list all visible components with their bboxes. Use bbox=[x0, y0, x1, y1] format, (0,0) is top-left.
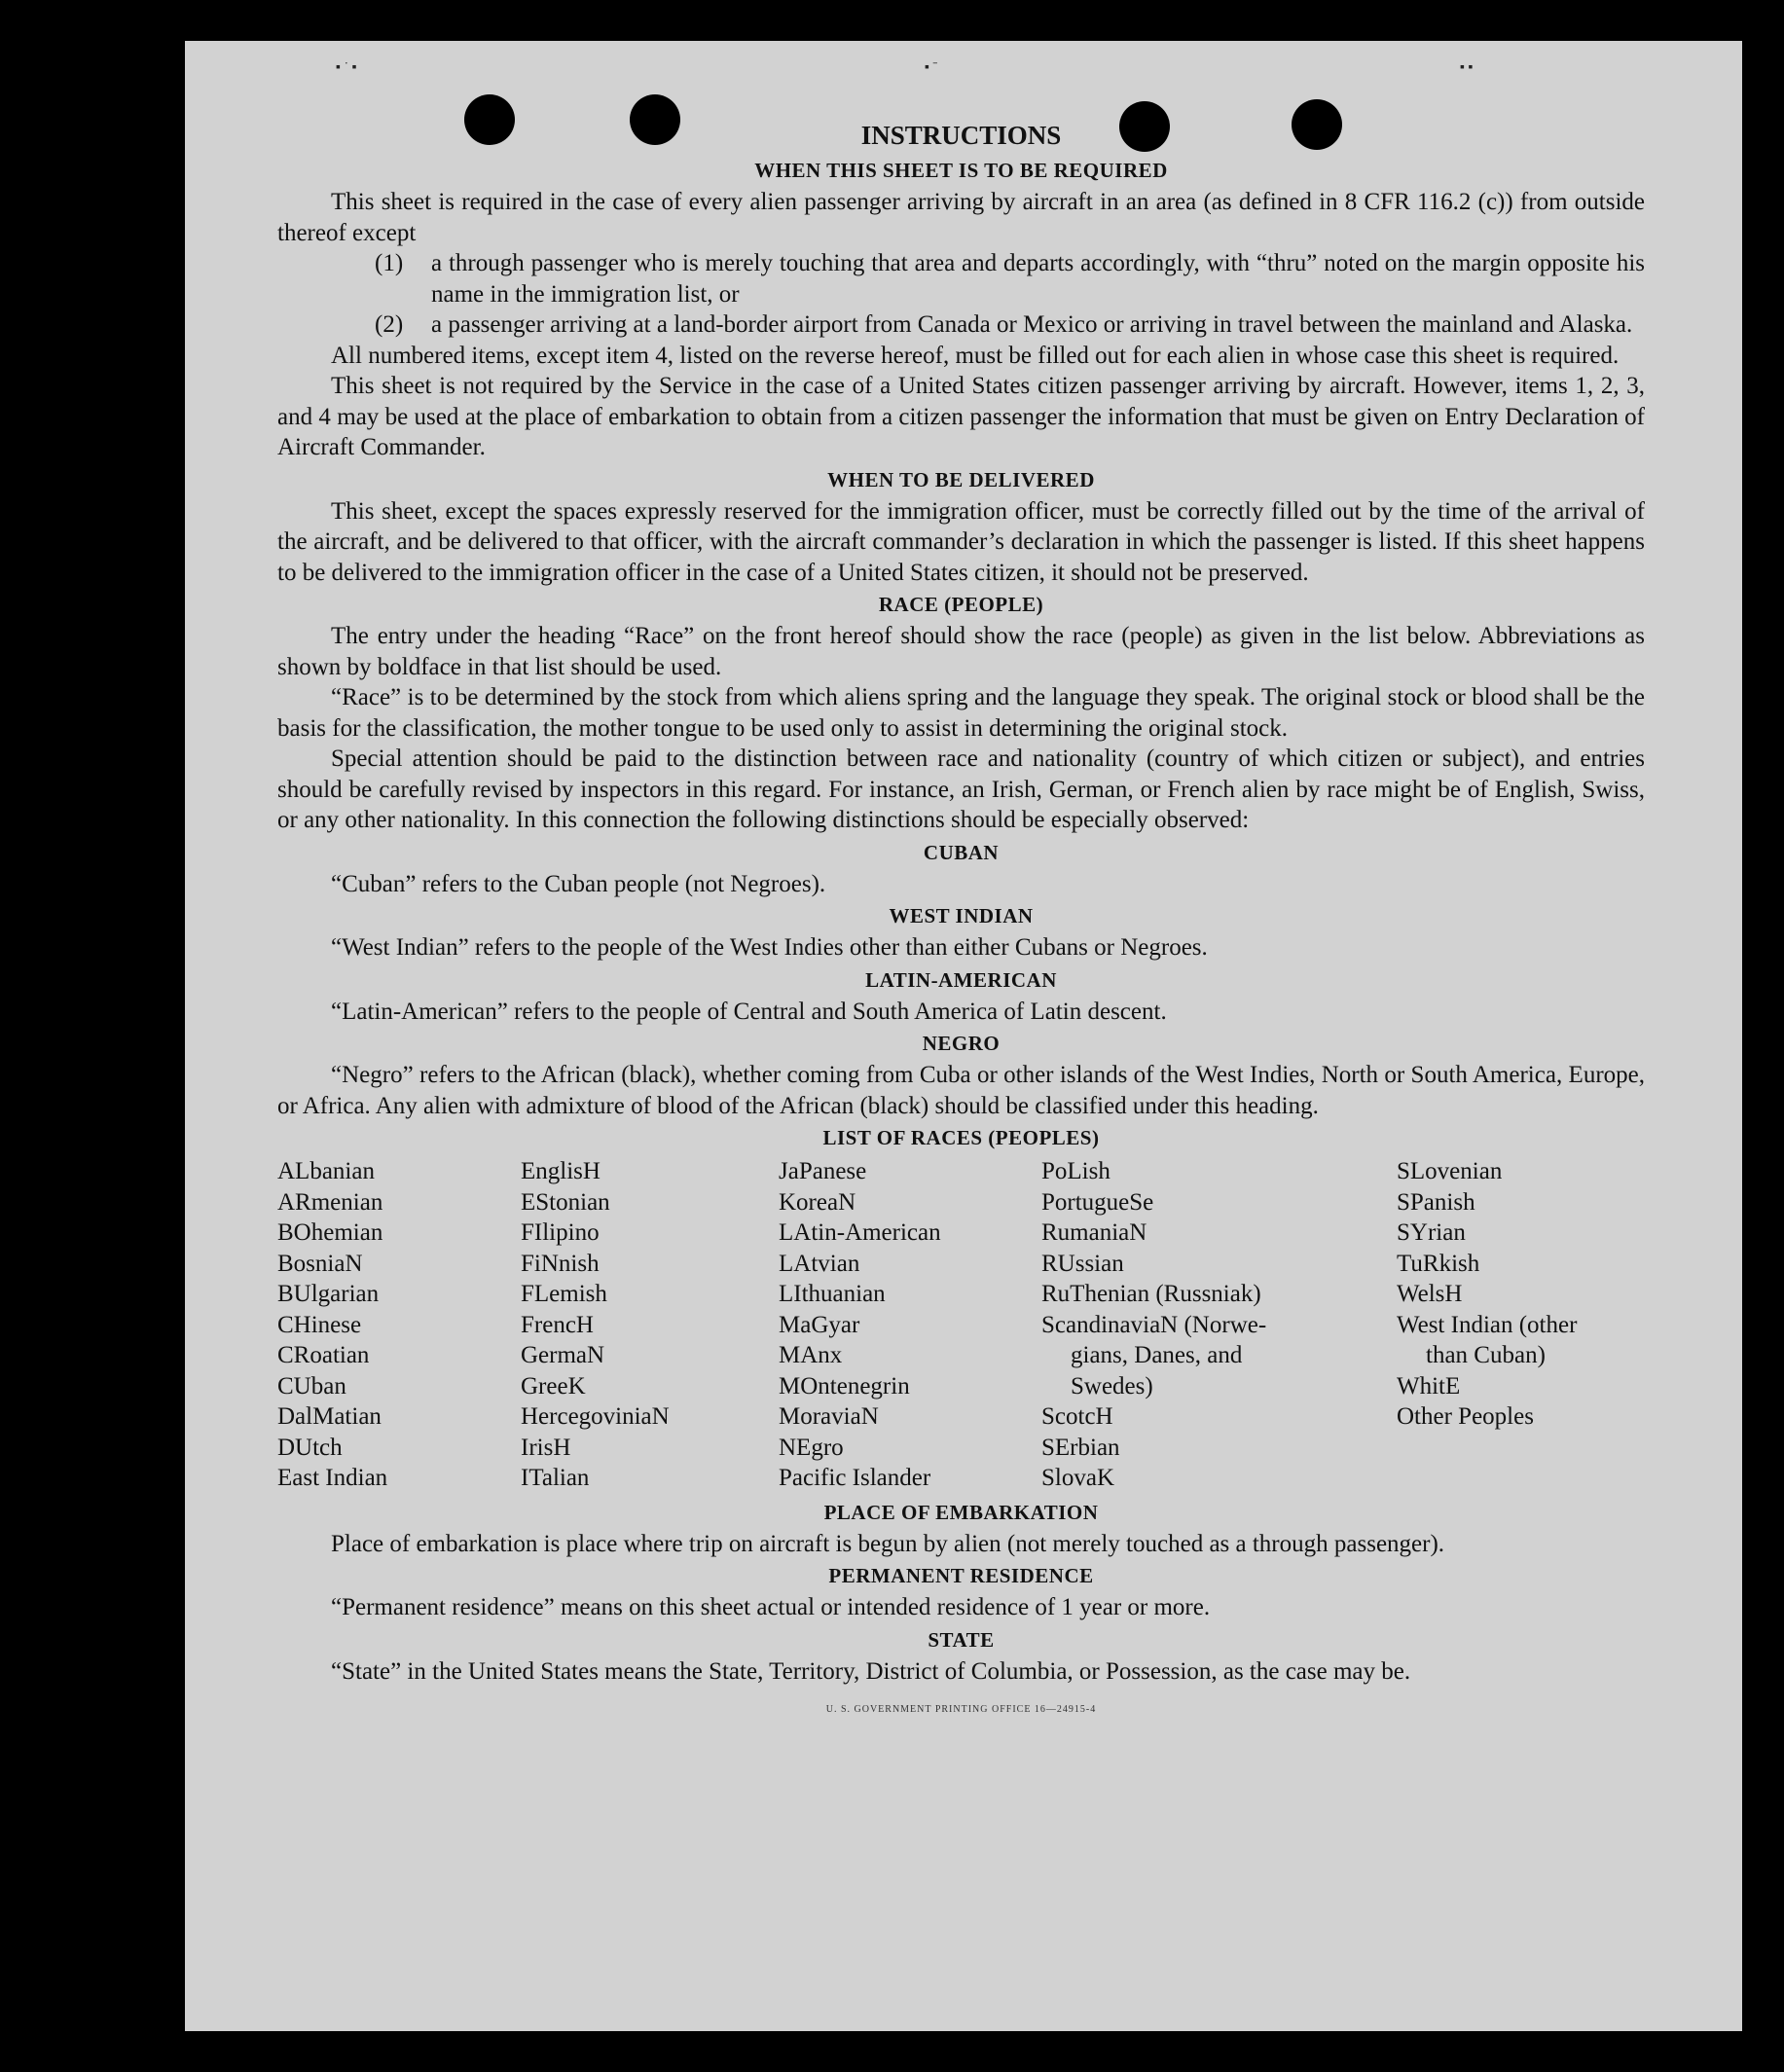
paragraph: “State” in the United States means the State, Territory, District of Columbia, or Possession, as the case may be. bbox=[331, 1657, 1411, 1685]
race-entry-continued: than Cuban) bbox=[1426, 1342, 1546, 1368]
race-entry: FIlipino bbox=[521, 1219, 600, 1246]
race-entry: DalMatian bbox=[277, 1403, 382, 1430]
section-heading: STATE bbox=[928, 1627, 995, 1652]
race-entry: BOhemian bbox=[277, 1219, 383, 1246]
race-entry: ScotcH bbox=[1041, 1403, 1113, 1430]
section-heading: WHEN TO BE DELIVERED bbox=[827, 467, 1095, 491]
section-heading: WHEN THIS SHEET IS TO BE REQUIRED bbox=[754, 159, 1168, 182]
race-entry: WhitE bbox=[1397, 1372, 1461, 1400]
race-entry: BosniaN bbox=[277, 1250, 363, 1277]
paragraph: “West Indian” refers to the people of the West Indies other than either Cubans or Negroes. bbox=[331, 934, 1208, 961]
race-entry: RuThenian (Russniak) bbox=[1041, 1281, 1261, 1307]
race-entry: LAtin-American bbox=[779, 1219, 941, 1246]
list-text: a through passenger who is merely touching that area and departs accordingly, with “thru” noted on the margin opposite his name in the immigration list, or bbox=[431, 250, 1645, 308]
race-entry: SErbian bbox=[1041, 1434, 1120, 1461]
race-entry: SLovenian bbox=[1397, 1158, 1503, 1184]
race-entry: ARmenian bbox=[277, 1188, 383, 1216]
section-heading: NEGRO bbox=[922, 1032, 1001, 1055]
race-entry: SYrian bbox=[1397, 1219, 1466, 1246]
race-entry: East Indian bbox=[277, 1465, 388, 1491]
paragraph: “Permanent residence” means on this sheet actual or intended residence of 1 year or more. bbox=[331, 1594, 1211, 1620]
races-column bbox=[1041, 1156, 1397, 1494]
race-entry: RumaniaN bbox=[1041, 1219, 1147, 1246]
race-entry: SPanish bbox=[1397, 1188, 1475, 1216]
races-column bbox=[779, 1156, 1041, 1494]
race-entry: RUssian bbox=[1041, 1250, 1124, 1277]
race-entry: SlovaK bbox=[1041, 1465, 1114, 1491]
race-entry: ALbanian bbox=[277, 1158, 375, 1184]
race-entry: FLemish bbox=[521, 1281, 607, 1307]
races-column bbox=[1397, 1156, 1645, 1494]
race-entry: PortugueSe bbox=[1041, 1188, 1154, 1216]
races-column bbox=[277, 1156, 521, 1494]
race-entry: GermaN bbox=[521, 1342, 605, 1368]
race-entry: Pacific Islander bbox=[779, 1465, 931, 1491]
list-number: (2) bbox=[375, 311, 404, 338]
races-column bbox=[521, 1156, 779, 1494]
race-entry: MaGyar bbox=[779, 1311, 860, 1338]
race-entry: EStonian bbox=[521, 1188, 610, 1216]
race-entry: DUtch bbox=[277, 1434, 343, 1461]
instruction-sheet bbox=[185, 41, 1742, 2031]
race-entry: CUban bbox=[277, 1372, 346, 1400]
race-entry: WelsH bbox=[1397, 1281, 1463, 1307]
race-entry: MAnx bbox=[779, 1342, 843, 1368]
paragraph: “Race” is to be determined by the stock from which aliens spring and the language they speak. The original stock or blood shall be the basis for the classification, the mother tongue to be used only to assist in determining the original stock. bbox=[277, 684, 1645, 742]
race-entry: LIthuanian bbox=[779, 1281, 886, 1307]
section-heading: LATIN-AMERICAN bbox=[865, 967, 1057, 992]
paragraph: This sheet, except the spaces expressly reserved for the immigration officer, must be correctly filled out by the time of the arrival of the aircraft, and be delivered to that officer, with the aircraft commander’s declaration in which the passenger is listed. If this sheet happens to be delivered to the immigration officer in the case of a United States citizen, it should not be preserved. bbox=[277, 497, 1645, 586]
paper-specks: ▪ ˉ bbox=[925, 60, 938, 75]
list-item bbox=[277, 309, 1645, 341]
paper-specks: ▪ ▪ bbox=[1460, 60, 1474, 75]
race-entry: HercegoviniaN bbox=[521, 1403, 670, 1430]
paragraph: This sheet is not required by the Service in the case of a United States citizen passenger arriving by aircraft. However, items 1, 2, 3, and 4 may be used at the place of embarkation to obtain from a citizen passenger the information that must be given on Entry Declaration of Aircraft Commander. bbox=[277, 373, 1645, 460]
race-entry: MOntenegrin bbox=[779, 1372, 910, 1400]
race-entry-continued: gians, Danes, and bbox=[1071, 1342, 1243, 1368]
paragraph: “Cuban” refers to the Cuban people (not Negroes). bbox=[331, 870, 826, 897]
section-heading: RACE (PEOPLE) bbox=[878, 593, 1044, 616]
races-list bbox=[277, 1156, 1645, 1494]
race-entry: West Indian (other bbox=[1397, 1311, 1578, 1338]
race-entry: CHinese bbox=[277, 1311, 362, 1338]
section-heading: PERMANENT RESIDENCE bbox=[828, 1564, 1094, 1587]
race-entry-continued: Swedes) bbox=[1071, 1372, 1153, 1400]
race-entry: CRoatian bbox=[277, 1342, 370, 1368]
printer-imprint: U. S. GOVERNMENT PRINTING OFFICE 16—24915-4 bbox=[825, 1704, 1097, 1715]
race-entry: KoreaN bbox=[779, 1188, 856, 1216]
list-number: (1) bbox=[375, 250, 404, 276]
race-entry: MoraviaN bbox=[779, 1403, 879, 1430]
paragraph: “Negro” refers to the African (black), whether coming from Cuba or other islands of the West Indies, North or South America, Europe, or Africa. Any alien with admixture of blood of the African (black) should be classified under this heading. bbox=[277, 1062, 1645, 1119]
paragraph: Special attention should be paid to the distinction between race and nationality (country of which citizen or subject), and entries should be carefully revised by inspectors in this regard. For instance, an Irish, German, or French alien by race might be of English, Swiss, or any other nationality. In this connection the following distinctions should be especially observed: bbox=[277, 745, 1645, 833]
race-entry: JaPanese bbox=[779, 1158, 867, 1184]
paragraph: The entry under the heading “Race” on the front hereof should show the race (people) as given in the list below. Abbreviations as shown by boldface in that list should be used. bbox=[277, 623, 1645, 680]
paragraph: All numbered items, except item 4, listed on the reverse hereof, must be filled out for each alien in whose case this sheet is required. bbox=[331, 342, 1620, 369]
race-entry: IrisH bbox=[521, 1434, 571, 1461]
race-entry: LAtvian bbox=[779, 1250, 860, 1277]
document-title: INSTRUCTIONS bbox=[860, 121, 1062, 150]
race-entry: GreeK bbox=[521, 1372, 586, 1400]
race-entry: PoLish bbox=[1041, 1158, 1110, 1184]
race-entry: FiNnish bbox=[521, 1250, 600, 1277]
race-entry: NEgro bbox=[779, 1434, 844, 1461]
section-heading: WEST INDIAN bbox=[889, 904, 1034, 927]
race-entry: FrencH bbox=[521, 1311, 594, 1338]
race-entry: Other Peoples bbox=[1397, 1403, 1534, 1430]
section-heading: PLACE OF EMBARKATION bbox=[823, 1500, 1099, 1524]
section-heading: CUBAN bbox=[923, 840, 1000, 864]
paragraph: “Latin-American” refers to the people of Central and South America of Latin descent. bbox=[331, 998, 1167, 1025]
paragraph: Place of embarkation is place where trip on aircraft is begun by alien (not merely touched as a through passenger). bbox=[331, 1530, 1445, 1557]
race-entry: EnglisH bbox=[521, 1158, 601, 1184]
race-entry: BUlgarian bbox=[277, 1281, 380, 1307]
document-body bbox=[277, 117, 1645, 1726]
paper-specks: ▪ ˙ ▪ bbox=[336, 60, 357, 75]
race-entry: ScandinaviaN (Norwe- bbox=[1041, 1311, 1267, 1338]
list-item bbox=[277, 248, 1645, 309]
paragraph: This sheet is required in the case of every alien passenger arriving by aircraft in an area (as defined in 8 CFR 116.2 (c)) from outside thereof except bbox=[277, 189, 1645, 246]
race-entry: TuRkish bbox=[1397, 1250, 1480, 1277]
section-heading: LIST OF RACES (PEOPLES) bbox=[822, 1126, 1100, 1149]
list-text: a passenger arriving at a land-border airport from Canada or Mexico or arriving in travel between the mainland and Alaska. bbox=[431, 311, 1633, 338]
race-entry: ITalian bbox=[521, 1465, 590, 1491]
